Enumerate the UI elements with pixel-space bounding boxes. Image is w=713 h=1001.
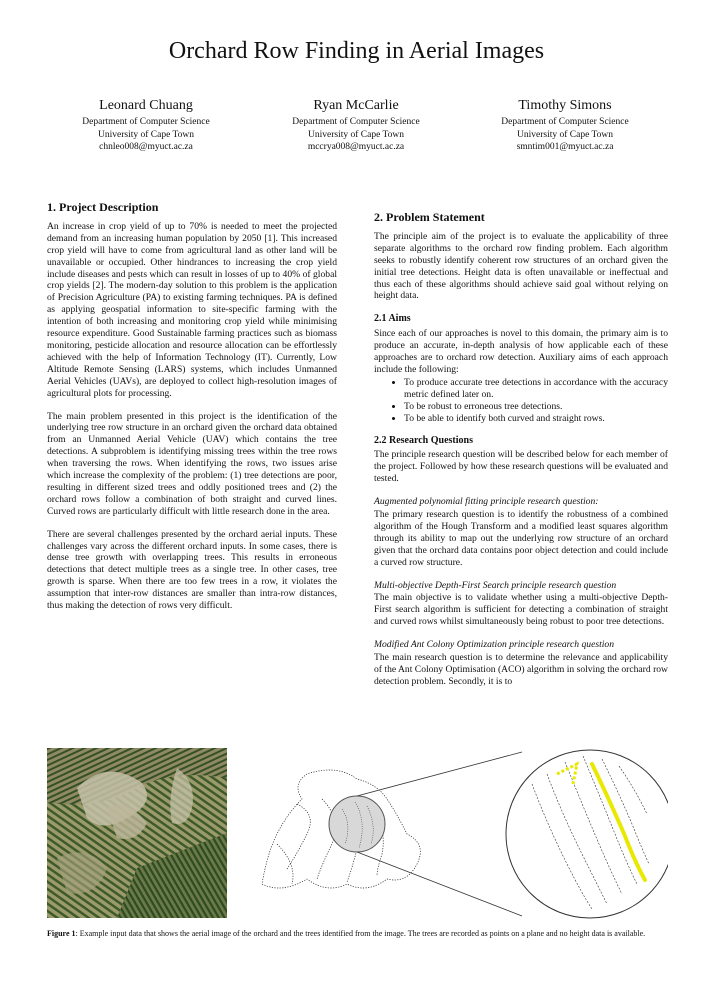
- author-name: Leonard Chuang: [99, 98, 193, 113]
- author-university: University of Cape Town: [308, 129, 404, 140]
- figure-label: Figure 1: [47, 929, 76, 938]
- caption-text: : Example input data that shows the aerial image of the orchard and the trees identified from the image. The trees are recorded as points on a plane and no height data is available.: [75, 929, 646, 938]
- aerial-orchard-image: [47, 748, 227, 918]
- paragraph: There are several challenges presented by the orchard aerial inputs. These challenges vary across the different orchard inputs. In some cases, there is dense tree growth with overlapping trees. This results in erroneous detections that detect multiple trees as a single tree. In other cases, tree growth is sparse. When there are too few trees in a row, it violates the assumption that inter-row distances are smaller than intra-row distances, thus making the detection of rows very difficult.: [47, 528, 337, 612]
- author-name: Ryan McCarlie: [313, 98, 399, 113]
- list-item: • To be able to identify both curved and straight rows.: [404, 413, 668, 425]
- paragraph: The main objective is to validate whether using a multi-objective Depth-First search algorithm is sufficient for detecting a combination of straight and curved rows whilst simultaneously being robust to poor tree detections.: [374, 592, 668, 628]
- paragraph: The main problem presented in this project is the identification of the underlying tree row structure in an orchard given the orchard data obtained from an Unmanned Aerial Vehicle (UAV) which contains the tree detections. A subproblem is identifying missing trees within the tree rows when traversing the rows. When identifying the rows, two issues arise which increase the complexity of the problem: (1) tree detections are poor, resulting in different sized trees and oddly positioned trees and (2) the orchard rows follow a combination of both straight and curved lines. Curved rows are particularly difficult with little research done in the area.: [47, 410, 337, 517]
- subsection-heading: 2.2 Research Questions: [374, 434, 473, 446]
- list-item: • To produce accurate tree detections in accordance with the accuracy metric defined later on.: [404, 377, 668, 401]
- research-question-title: Multi-objective Depth-First Search principle research question: [374, 579, 617, 591]
- section-heading: 2. Problem Statement: [374, 210, 485, 224]
- author-university: University of Cape Town: [98, 129, 194, 140]
- aims-list: [374, 377, 668, 425]
- author-block: [46, 96, 246, 154]
- research-question-title: Modified Ant Colony Optimization principle research question: [374, 639, 614, 651]
- research-question-title: Augmented polynomial fitting principle research question:: [374, 496, 599, 508]
- author-department: Department of Computer Science: [501, 117, 629, 127]
- author-department: Department of Computer Science: [82, 117, 210, 127]
- author-name: Timothy Simons: [518, 98, 612, 113]
- section-heading: 1. Project Description: [47, 200, 159, 214]
- left-column: [47, 202, 337, 623]
- subsection-heading: 2.1 Aims: [374, 313, 411, 325]
- author-block: [465, 96, 665, 154]
- author-email: mccrya008@myuct.ac.za: [307, 142, 405, 152]
- paragraph: Since each of our approaches is novel to this domain, the primary aim is to produce an accurate, in-depth analysis of how applicable each of these approaches are to orchard row detection. Auxiliary aims of each approach include the following:: [374, 328, 668, 375]
- author-university: University of Cape Town: [517, 129, 613, 140]
- author-email: chnleo008@myuct.ac.za: [99, 142, 193, 152]
- author-block: [256, 96, 456, 154]
- figure-caption: [47, 929, 668, 940]
- list-item: • To be robust to erroneous tree detections.: [404, 401, 668, 413]
- right-column: [374, 212, 668, 699]
- paragraph: The principle aim of the project is to evaluate the applicability of three separate algorithms to the orchard row finding problem. Each algorithm seeks to robustly identify coherent row structures of an orchard given the initial tree detections. Height data is often unavailable or ineffectual and thus each of these algorithms should achieve said goal without relying on height data.: [374, 230, 668, 302]
- page-title: Orchard Row Finding in Aerial Images: [168, 38, 545, 64]
- paragraph: The primary research question is to identify the robustness of a combined algorithm of the Hough Transform and a modified least squares algorithm through its ability to map out the underlying row structure of an orchard given that the orchard data contains poor object detection and could include a curved row structure.: [374, 509, 668, 568]
- tree-detections-plot: [247, 744, 668, 924]
- paragraph: An increase in crop yield of up to 70% is needed to meet the projected demand from an increasing human population by 2050 [1]. This increased crop yield will have to come from agricultural land as other land will be unavailable or occupied. Other hindrances to increasing the crop yield include diseases and pests which can result in losses of up to 40% of global crop yields [2]. The modern-day solution to this problem is the application of Precision Agriculture (PA) to existing farming techniques. PA is defined as applying geospatial information to site-specific farming with the intention of both increasing and monitoring crop yield while minimising resource expenditure. Good Sustainable farming practices such as biomass monitoring, pesticide allocation and resource allocation can be effortlessly achieved with the help of Information Technology (IT). Currently, Low Altitude Remote Sensing (LARS) systems, which includes Unmanned Aerial Vehicles (UAVs), are deployed to collect high-resolution images of agricultural plots for processing.: [47, 220, 337, 399]
- figure-1: [47, 744, 668, 924]
- paragraph: The main research question is to determine the relevance and applicability of the Ant Colony Optimisation (ACO) algorithm in solving the orchard row detection problem. Secondly, it is to: [374, 652, 668, 687]
- author-email: smntim001@myuct.ac.za: [516, 142, 614, 152]
- paragraph: The principle research question will be described below for each member of the project. Followed by how these research questions will be evaluated and tested.: [374, 449, 668, 485]
- author-department: Department of Computer Science: [292, 117, 420, 127]
